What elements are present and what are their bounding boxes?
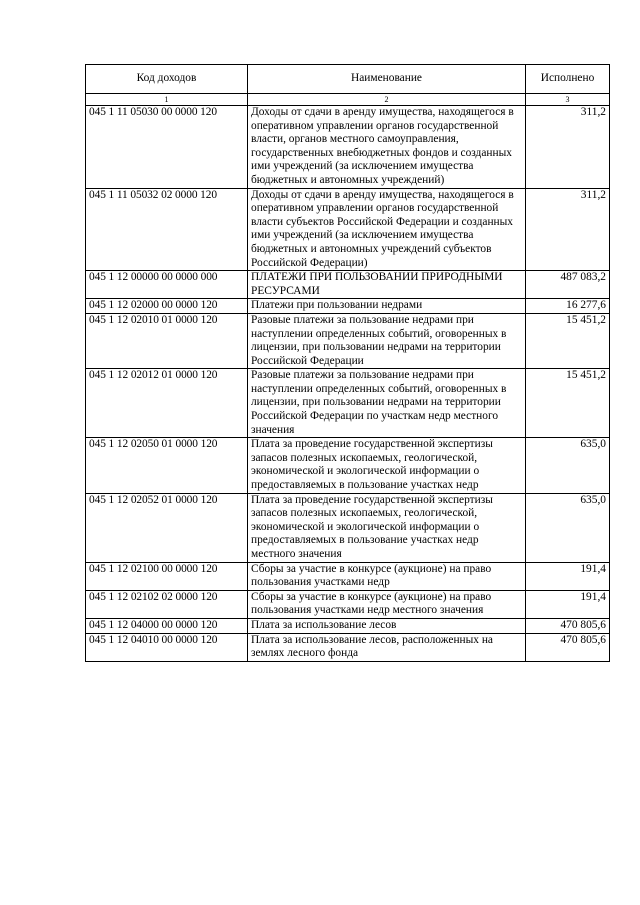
row-code: 045 1 12 04010 00 0000 120 <box>86 633 248 661</box>
row-code: 045 1 12 02102 02 0000 120 <box>86 590 248 618</box>
header-sum: Исполнено <box>526 65 610 94</box>
row-sum: 311,2 <box>526 188 610 271</box>
row-name: Разовые платежи за пользование недрами при наступлении определенных событий, оговоренных в лицензии, при пользовании недрами на территории Российской Федерации по участкам недр местного значения <box>248 369 526 438</box>
table-row <box>86 369 610 438</box>
row-sum: 15 451,2 <box>526 369 610 438</box>
row-sum: 16 277,6 <box>526 299 610 314</box>
row-name: Разовые платежи за пользование недрами при наступлении определенных событий, оговоренных в лицензии, при пользовании недрами на территории Российской Федерации <box>248 313 526 368</box>
column-number-1: 1 <box>86 94 248 106</box>
row-sum: 311,2 <box>526 106 610 189</box>
column-number-3: 3 <box>526 94 610 106</box>
table-row <box>86 188 610 271</box>
table-row <box>86 633 610 661</box>
row-name: Сборы за участие в конкурсе (аукционе) на право пользования участками недр <box>248 562 526 590</box>
row-code: 045 1 12 04000 00 0000 120 <box>86 618 248 633</box>
table-row <box>86 271 610 299</box>
row-sum: 635,0 <box>526 438 610 493</box>
table-row <box>86 438 610 493</box>
row-code: 045 1 12 02010 01 0000 120 <box>86 313 248 368</box>
row-name: Плата за проведение государственной экспертизы запасов полезных ископаемых, геологической, экономической и экологической информации о предоставляемых в пользование участках недр местного значения <box>248 493 526 562</box>
header-code: Код доходов <box>86 65 248 94</box>
table-row <box>86 106 610 189</box>
row-code: 045 1 11 05032 02 0000 120 <box>86 188 248 271</box>
row-sum: 635,0 <box>526 493 610 562</box>
column-number-2: 2 <box>248 94 526 106</box>
table-row <box>86 313 610 368</box>
row-name: Платежи при пользовании недрами <box>248 299 526 314</box>
row-sum: 15 451,2 <box>526 313 610 368</box>
revenue-execution-table <box>85 64 610 662</box>
row-code: 045 1 12 02050 01 0000 120 <box>86 438 248 493</box>
row-name: Плата за использование лесов <box>248 618 526 633</box>
row-sum: 191,4 <box>526 590 610 618</box>
table-row <box>86 590 610 618</box>
row-code: 045 1 12 02052 01 0000 120 <box>86 493 248 562</box>
row-sum: 470 805,6 <box>526 618 610 633</box>
table-row <box>86 618 610 633</box>
header-name: Наименование <box>248 65 526 94</box>
row-name: Доходы от сдачи в аренду имущества, находящегося в оперативном управлении органов государственной власти, органов местного самоуправления, государственных внебюджетных фондов и созданных ими учреждений (за исключением имущества бюджетных и автономных учреждений) <box>248 106 526 189</box>
row-name: Доходы от сдачи в аренду имущества, находящегося в оперативном управлении органов государственной власти субъектов Российской Федерации и созданных ими учреждений (за исключением имущества бюджетных и автономных учреждений субъектов Российской Федерации) <box>248 188 526 271</box>
budget-table-container <box>85 64 609 662</box>
row-sum: 470 805,6 <box>526 633 610 661</box>
row-sum: 487 083,2 <box>526 271 610 299</box>
table-header-row <box>86 65 610 94</box>
row-code: 045 1 12 02100 00 0000 120 <box>86 562 248 590</box>
row-name: ПЛАТЕЖИ ПРИ ПОЛЬЗОВАНИИ ПРИРОДНЫМИ РЕСУРСАМИ <box>248 271 526 299</box>
row-name: Плата за использование лесов, расположенных на землях лесного фонда <box>248 633 526 661</box>
row-code: 045 1 12 02000 00 0000 120 <box>86 299 248 314</box>
row-name: Плата за проведение государственной экспертизы запасов полезных ископаемых, геологической, экономической и экологической информации о предоставляемых в пользование участках недр <box>248 438 526 493</box>
row-code: 045 1 12 00000 00 0000 000 <box>86 271 248 299</box>
row-name: Сборы за участие в конкурсе (аукционе) на право пользования участками недр местного значения <box>248 590 526 618</box>
table-row <box>86 562 610 590</box>
table-row <box>86 299 610 314</box>
column-number-row <box>86 94 610 106</box>
row-code: 045 1 11 05030 00 0000 120 <box>86 106 248 189</box>
table-row <box>86 493 610 562</box>
row-code: 045 1 12 02012 01 0000 120 <box>86 369 248 438</box>
row-sum: 191,4 <box>526 562 610 590</box>
